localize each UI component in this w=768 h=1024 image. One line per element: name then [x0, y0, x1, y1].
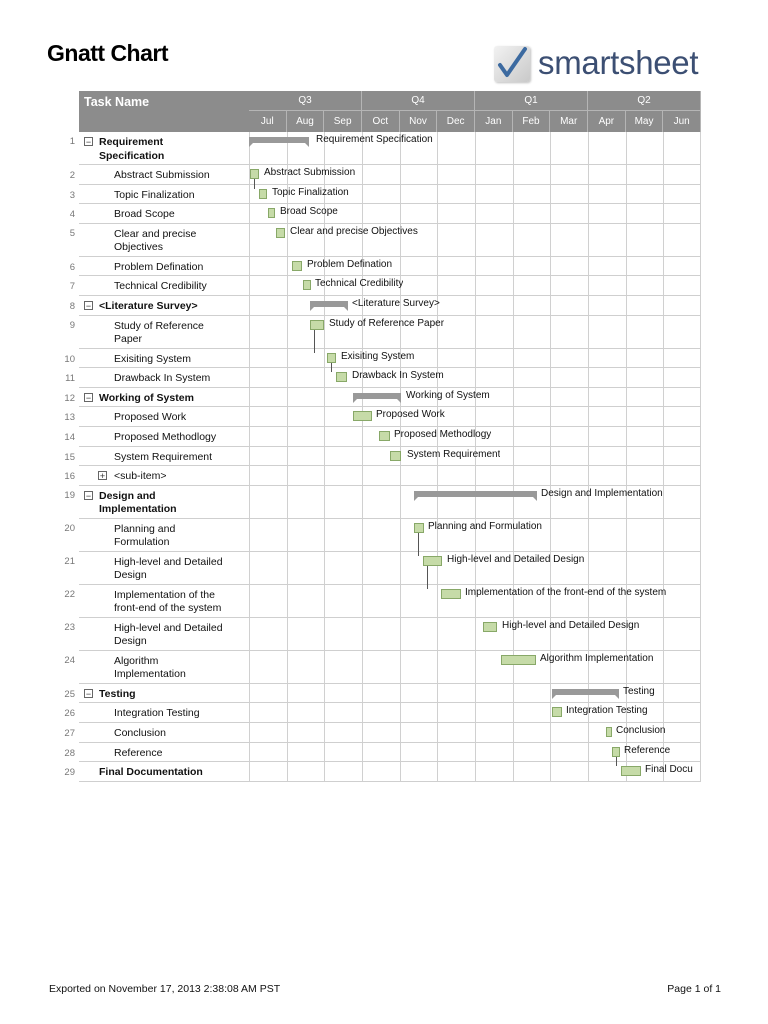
row-number: 27: [64, 728, 75, 739]
task-row[interactable]: [69, 316, 701, 349]
task-name: Testing: [99, 687, 136, 700]
task-name: Integration Testing: [114, 707, 200, 720]
task-bar[interactable]: [259, 189, 267, 199]
task-row[interactable]: [64, 486, 701, 519]
task-name: Technical Credibility: [114, 280, 207, 293]
task-row[interactable]: [69, 204, 701, 224]
task-name: Final Documentation: [99, 766, 203, 779]
month-header-nov: Nov: [400, 111, 438, 132]
month-header-jan: Jan: [475, 111, 513, 132]
row-number: 28: [64, 747, 75, 759]
task-name: Design and: [99, 489, 156, 502]
bar-label: Proposed Methodlogy: [394, 429, 492, 440]
month-header-jul: Jul: [249, 111, 287, 132]
task-row[interactable]: [64, 703, 701, 723]
task-name: Proposed Methodlogy: [114, 431, 217, 443]
page-title: Gnatt Chart: [47, 40, 168, 66]
bar-label: Topic Finalization: [272, 186, 349, 198]
task-row[interactable]: [69, 257, 701, 277]
collapse-icon[interactable]: −: [85, 392, 92, 403]
task-name: <Literature Survey>: [99, 300, 198, 312]
month-header-dec: Dec: [437, 111, 475, 132]
bar-label: Implementation of the front-end of the system: [465, 586, 667, 598]
task-name: Clear and precise: [114, 227, 197, 240]
row-number: 20: [64, 522, 75, 534]
task-name: Conclusion: [114, 727, 166, 739]
bar-label: Broad Scope: [280, 206, 338, 218]
task-row[interactable]: [65, 368, 701, 388]
task-name: Drawback In System: [114, 372, 211, 385]
task-bar[interactable]: [606, 727, 612, 737]
bar-label: Final Docu: [645, 764, 693, 776]
task-row[interactable]: [69, 296, 701, 316]
task-name: Implementation of the: [114, 588, 215, 601]
task-row[interactable]: [64, 466, 701, 486]
summary-bar[interactable]: [310, 301, 348, 307]
bar-label: Proposed Work: [376, 409, 445, 421]
summary-bar[interactable]: [552, 689, 619, 695]
quarter-header-q4: Q4: [362, 91, 475, 111]
bar-label: Study of Reference Paper: [329, 317, 445, 329]
dependency-connector: [314, 330, 315, 353]
task-name: Study of Reference: [114, 319, 204, 332]
month-header-feb: Feb: [513, 111, 551, 132]
task-row[interactable]: [64, 388, 701, 408]
task-bar[interactable]: [621, 766, 641, 776]
task-bar[interactable]: [414, 523, 424, 533]
bar-label: Clear and precise Objectives: [290, 225, 418, 237]
task-name: Paper: [114, 333, 143, 346]
task-name-header-label: Task Name: [84, 95, 150, 109]
summary-bar[interactable]: [414, 491, 537, 497]
row-number: 23: [64, 621, 75, 633]
task-name: Proposed Work: [114, 411, 187, 424]
row-number: 24: [64, 654, 75, 666]
task-name: Implementation: [99, 503, 177, 516]
bar-label: Testing: [623, 685, 655, 697]
task-bar[interactable]: [390, 451, 401, 461]
task-name: Problem Defination: [114, 260, 204, 273]
row-number: 14: [64, 432, 75, 443]
expand-icon[interactable]: +: [99, 471, 106, 482]
task-name: Objectives: [114, 241, 164, 254]
row-number: 10: [64, 353, 75, 365]
task-row[interactable]: [64, 723, 701, 743]
row-number: 19: [64, 489, 75, 501]
row-number: 11: [65, 373, 75, 385]
logo-text: smartsheet: [538, 44, 699, 81]
gantt-chart: [64, 91, 701, 781]
month-header-mar: Mar: [550, 111, 588, 132]
row-number: 16: [64, 471, 75, 483]
task-name: Specification: [99, 149, 165, 162]
month-header-sep: Sep: [324, 111, 362, 132]
dependency-connector: [616, 757, 617, 767]
bar-label: Technical Credibility: [315, 278, 404, 290]
task-bar[interactable]: [612, 747, 620, 757]
row-number: 8: [69, 301, 75, 312]
row-number: 29: [64, 767, 75, 779]
task-row[interactable]: [64, 762, 701, 782]
task-bar[interactable]: [336, 372, 347, 382]
row-number: 22: [64, 588, 75, 600]
task-row[interactable]: [64, 684, 701, 704]
task-bar[interactable]: [303, 280, 311, 290]
task-name: Planning and: [114, 522, 176, 535]
bar-label: Problem Defination: [307, 258, 393, 270]
task-name: Formulation: [114, 536, 170, 549]
task-name: High-level and Detailed: [114, 621, 223, 634]
collapse-icon[interactable]: −: [85, 490, 92, 501]
task-row[interactable]: [64, 349, 701, 369]
task-row[interactable]: [64, 407, 701, 427]
row-number: 5: [69, 227, 75, 239]
bar-label: Algorithm Implementation: [540, 652, 654, 664]
dependency-connector: [331, 363, 332, 373]
smartsheet-logo: [490, 40, 730, 88]
bar-label: Planning and Formulation: [428, 520, 542, 532]
row-number: 13: [64, 412, 75, 424]
collapse-icon[interactable]: −: [85, 137, 92, 147]
row-number: 6: [69, 261, 75, 273]
bar-label: Working of System: [406, 389, 490, 401]
dependency-connector: [254, 179, 255, 189]
row-number: 9: [69, 319, 75, 331]
task-name: Working of System: [99, 391, 194, 404]
row-number: 25: [64, 688, 75, 700]
bar-label: Requirement Specification: [316, 134, 433, 145]
bar-label: Abstract Submission: [264, 167, 356, 178]
task-row[interactable]: [64, 651, 701, 684]
task-bar[interactable]: [483, 622, 497, 632]
task-row[interactable]: [69, 224, 701, 257]
task-row[interactable]: [69, 276, 701, 296]
collapse-icon[interactable]: −: [85, 688, 92, 699]
task-name: Implementation: [114, 668, 186, 681]
task-row[interactable]: [64, 743, 701, 763]
task-name: Abstract Submission: [114, 169, 210, 181]
task-name: Design: [114, 569, 147, 582]
checkmark-icon: [494, 46, 530, 82]
task-row[interactable]: [64, 552, 701, 585]
task-name: High-level and Detailed: [114, 555, 223, 568]
task-bar[interactable]: [423, 556, 442, 566]
task-name: Algorithm: [114, 654, 159, 667]
row-number: 3: [69, 189, 75, 201]
task-bar[interactable]: [552, 707, 562, 717]
task-bar[interactable]: [441, 589, 461, 599]
quarter-header-q1: Q1: [475, 91, 588, 111]
bar-label: Reference: [624, 744, 671, 756]
task-bar[interactable]: [501, 655, 536, 665]
task-name: <sub-item>: [114, 470, 167, 483]
task-row[interactable]: [64, 618, 701, 651]
task-bar[interactable]: [292, 261, 302, 271]
month-header-jun: Jun: [663, 111, 701, 132]
task-name: Requirement: [99, 136, 164, 148]
row-number: 2: [69, 170, 75, 181]
task-bar[interactable]: [268, 208, 275, 218]
row-number: 4: [69, 209, 75, 221]
task-bar[interactable]: [353, 411, 372, 421]
task-bar[interactable]: [250, 169, 259, 179]
bar-label: System Requirement: [407, 448, 501, 460]
collapse-icon[interactable]: −: [85, 301, 92, 311]
bar-label: Integration Testing: [566, 705, 648, 717]
quarter-header-q3: Q3: [249, 91, 362, 111]
task-row[interactable]: [64, 447, 701, 467]
task-row[interactable]: [69, 185, 701, 205]
row-number: 26: [64, 708, 75, 720]
month-header-apr: Apr: [588, 111, 626, 132]
page-indicator: Page 1 of 1: [667, 983, 721, 995]
task-row[interactable]: [64, 427, 701, 447]
row-number: 21: [64, 555, 75, 567]
task-row[interactable]: [64, 519, 701, 552]
task-bar[interactable]: [276, 228, 285, 238]
task-name: Topic Finalization: [114, 188, 195, 201]
bar-label: <Literature Survey>: [352, 298, 440, 309]
month-header-oct: Oct: [362, 111, 400, 132]
task-name-header[interactable]: [79, 91, 250, 132]
task-row[interactable]: [69, 132, 701, 165]
bar-label: Design and Implementation: [541, 487, 663, 499]
task-bar[interactable]: [379, 431, 390, 441]
bar-label: High-level and Detailed Design: [502, 619, 640, 631]
task-bar[interactable]: [327, 353, 336, 363]
row-number: 12: [64, 392, 75, 404]
summary-bar[interactable]: [353, 393, 401, 399]
dependency-connector: [418, 533, 419, 556]
summary-bar[interactable]: [249, 137, 309, 143]
task-name: front-end of the system: [114, 602, 222, 615]
quarter-header-q2: Q2: [588, 91, 701, 111]
export-timestamp: Exported on November 17, 2013 2:38:08 AM PST: [49, 983, 281, 995]
task-row[interactable]: [69, 165, 701, 185]
bar-label: Conclusion: [616, 725, 666, 736]
task-name: System Requirement: [114, 450, 213, 463]
bar-label: Drawback In System: [352, 370, 444, 382]
task-name: Exisiting System: [114, 352, 192, 365]
task-name: Broad Scope: [114, 208, 175, 221]
month-header-may: May: [626, 111, 664, 132]
task-name: Design: [114, 635, 147, 648]
month-header-aug: Aug: [287, 111, 325, 132]
task-name: Reference: [114, 746, 163, 759]
bar-label: High-level and Detailed Design: [447, 553, 585, 565]
task-row[interactable]: [64, 585, 701, 618]
row-number: 7: [69, 281, 75, 293]
task-bar[interactable]: [310, 320, 324, 330]
bar-label: Exisiting System: [341, 350, 415, 362]
row-number: 15: [64, 451, 75, 463]
dependency-connector: [427, 566, 428, 589]
row-number: 1: [69, 136, 75, 147]
